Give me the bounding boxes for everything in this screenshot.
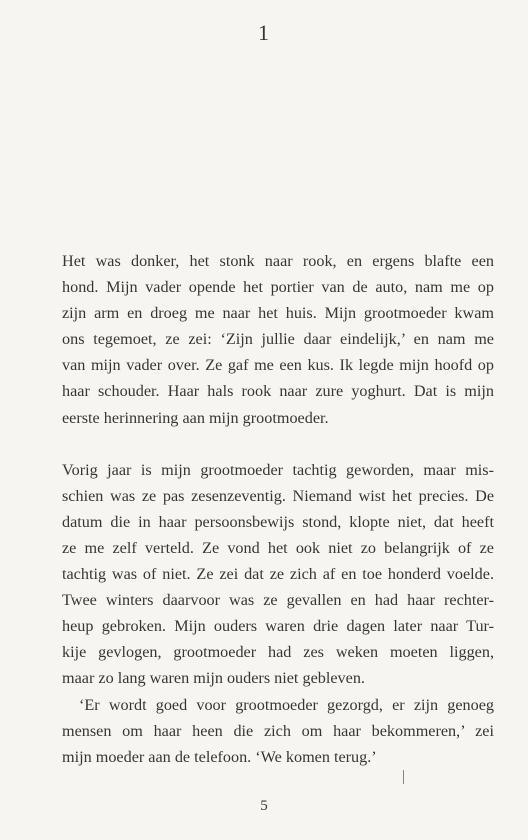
text-line: hond. Mijn vader opende het portier van de auto, nam me op bbox=[62, 278, 494, 297]
paragraph-1 bbox=[62, 248, 494, 431]
paragraph-2 bbox=[62, 457, 494, 692]
text-line: Twee winters daarvoor was ze gevallen en had haar rechter- bbox=[62, 591, 494, 610]
text-line: ‘Er wordt goed voor grootmoeder gezorgd, er zijn genoeg bbox=[79, 695, 494, 714]
margin-mark bbox=[403, 770, 404, 784]
chapter-number: 1 bbox=[258, 20, 270, 45]
text-line: zijn arm en droeg me naar het huis. Mijn grootmoeder kwam bbox=[62, 304, 494, 323]
text-line: schien was ze pas zesenzeventig. Niemand wist het precies. De bbox=[62, 486, 494, 505]
body-text bbox=[62, 248, 494, 770]
text-line: van mijn vader over. Ze gaf me een kus. Ik legde mijn hoofd op bbox=[62, 356, 494, 375]
text-line: ze me zelf verteld. Ze vond het ook niet zo belangrijk of ze bbox=[62, 538, 494, 557]
text-line: Het was donker, het stonk naar rook, en ergens blafte een bbox=[62, 252, 494, 270]
text-line: eerste herinnering aan mijn grootmoeder. bbox=[62, 408, 329, 427]
text-line: ons tegemoet, ze zei: ‘Zijn jullie daar eindelijk,’ en nam me bbox=[62, 330, 494, 349]
text-line: maar zo lang waren mijn ouders niet gebleven. bbox=[62, 669, 365, 688]
text-line: mensen om haar heen die zich om haar bekommeren,’ zei bbox=[62, 721, 494, 740]
paragraph-3 bbox=[62, 692, 494, 770]
text-line: kije gevlogen, grootmoeder had zes weken moeten liggen, bbox=[62, 643, 494, 662]
text-line: Vorig jaar is mijn grootmoeder tachtig geworden, maar mis- bbox=[62, 460, 494, 479]
text-line: heup gebroken. Mijn ouders waren drie dagen later naar Tur- bbox=[62, 617, 494, 636]
text-line: mijn moeder aan de telefoon. ‘We komen terug.’ bbox=[62, 747, 377, 766]
text-line: tachtig was of niet. Ze zei dat ze zich af en toe honderd voelde. bbox=[62, 565, 494, 584]
paragraph-gap bbox=[62, 431, 494, 457]
text-line: datum die in haar persoonsbewijs stond, klopte niet, dat heeft bbox=[62, 512, 494, 531]
page-number: 5 bbox=[260, 798, 268, 814]
text-line: haar schouder. Haar hals rook naar zure yoghurt. Dat is mijn bbox=[62, 382, 494, 401]
